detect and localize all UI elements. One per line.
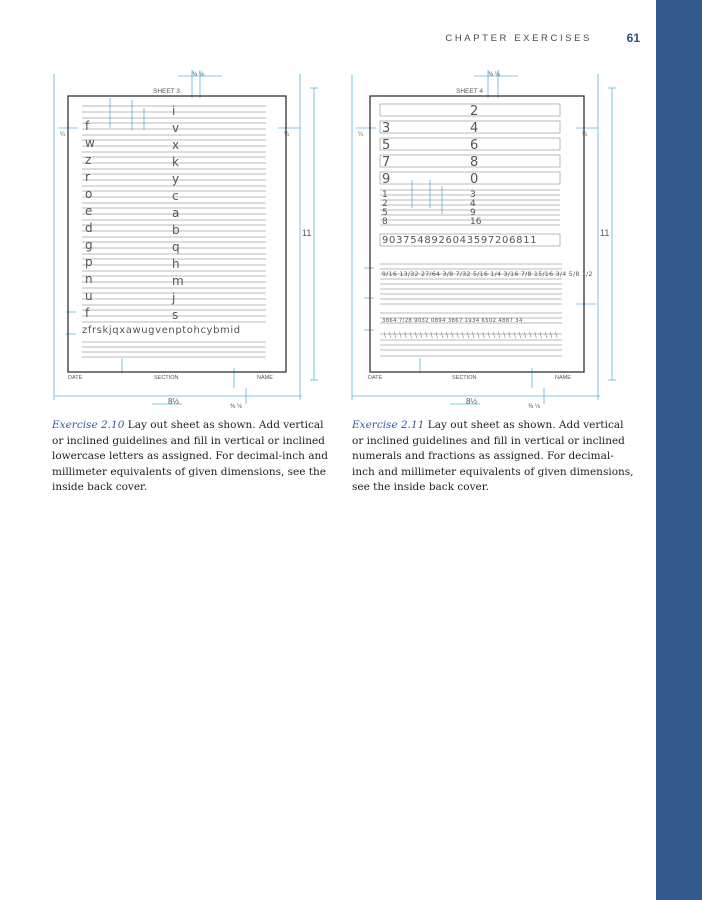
svg-text:DATE: DATE: [68, 375, 83, 381]
sheet4-label: SHEET 4: [456, 88, 483, 95]
exercise-2-10-figure: [52, 68, 342, 408]
tiny-fraction-stroke: [441, 332, 443, 338]
fraction-numeral: 1: [382, 190, 388, 200]
fraction-numeral: 16: [470, 217, 482, 227]
svg-text:¼: ¼: [582, 132, 588, 138]
tiny-fraction-stroke: [545, 332, 547, 338]
svg-text:8½: 8½: [466, 397, 478, 406]
fraction-numeral: 5: [382, 208, 388, 218]
left-letter: u: [85, 289, 93, 303]
caption-label: Exercise 2.10: [52, 419, 125, 431]
svg-text:DATE: DATE: [368, 375, 383, 381]
sheet4-title-strip: [368, 375, 571, 381]
tiny-fraction-stroke: [389, 332, 391, 338]
tiny-fraction-stroke: [415, 332, 417, 338]
tiny-fraction-stroke: [493, 332, 495, 338]
tiny-fraction-stroke: [504, 332, 506, 338]
right-letter: q: [172, 240, 180, 254]
right-letter: b: [172, 223, 180, 237]
left-letter: o: [85, 187, 93, 201]
caption-text: Lay out sheet as shown. Add vertical or inclined guidelines and fill in vertical or inclined numerals and fractions as assigned. For decimal-inch and millimeter equivalents of given dimensions, see the inside back cover.: [352, 419, 634, 493]
sheet3-label: SHEET 3: [153, 88, 180, 95]
tiny-fraction-stroke: [535, 332, 537, 338]
right-letter: s: [172, 308, 179, 322]
large-numeral: 0: [470, 172, 479, 187]
exercise-2-11-caption: [352, 418, 634, 496]
svg-text:11: 11: [600, 228, 610, 238]
svg-text:¼: ¼: [358, 132, 364, 138]
chapter-color-bar: [656, 0, 702, 900]
chapter-title: CHAPTER EXERCISES: [445, 33, 592, 44]
page-number: 61: [626, 31, 640, 45]
left-letter: z: [85, 153, 92, 167]
large-numeral: 2: [470, 104, 479, 119]
sheet3-dimension-labels: [60, 72, 311, 408]
svg-text:¼: ¼: [284, 132, 290, 138]
svg-text:¼: ¼: [60, 132, 66, 138]
left-letter: p: [85, 255, 93, 269]
large-numeral: 6: [470, 138, 479, 153]
tiny-fraction-stroke: [530, 332, 532, 338]
right-letter: v: [172, 121, 180, 135]
sheet3-left-letters: [85, 119, 95, 320]
tiny-fraction-stroke: [519, 332, 521, 338]
svg-text:SECTION: SECTION: [154, 375, 179, 381]
sheet3-right-letters: [171, 104, 184, 322]
tiny-fraction-stroke: [457, 332, 459, 338]
right-letter: i: [172, 104, 176, 118]
left-letter: e: [85, 204, 93, 218]
tiny-fraction-stroke: [410, 332, 412, 338]
tiny-fraction-stroke: [400, 332, 402, 338]
tiny-fraction-stroke: [405, 332, 407, 338]
exercise-2-10-caption: [52, 418, 334, 496]
sheet4-fraction-row: 9/16 13/32 27/64 3/8 7/32 5/16 1/4 3/16 7/8 15/16 3/4 5/8 1/2: [382, 271, 593, 278]
tiny-fraction-stroke: [446, 332, 448, 338]
left-letter: f: [85, 306, 90, 320]
large-numeral: 7: [382, 155, 391, 170]
right-letter: a: [172, 206, 180, 220]
sheet4-decimal-row: 3864 7/28 9032 0894 3867 1934 6502 4887 34: [382, 318, 523, 324]
tiny-fraction-stroke: [540, 332, 542, 338]
tiny-fraction-stroke: [550, 332, 552, 338]
fraction-numeral: 4: [470, 199, 476, 209]
svg-text:8½: 8½: [168, 397, 180, 406]
tiny-fraction-stroke: [436, 332, 438, 338]
tiny-fraction-stroke: [467, 332, 469, 338]
right-letter: c: [172, 189, 179, 203]
sheet4-fraction-numerals: [382, 190, 482, 227]
sheet4-digit-string: 9037548926043597206811: [382, 235, 538, 246]
caption-text: Lay out sheet as shown. Add vertical or inclined guidelines and fill in vertical or inclined lowercase letters as assigned. For decimal-inch and millimeter equivalents of given dimensions, see the inside back cover.: [52, 419, 328, 493]
large-numeral: 4: [470, 121, 479, 136]
large-numeral: 3: [382, 121, 391, 136]
running-header: [440, 33, 640, 49]
exercise-2-11-figure: [350, 68, 640, 408]
left-letter: r: [85, 170, 90, 184]
right-letter: j: [172, 291, 176, 305]
fraction-numeral: 2: [382, 199, 388, 209]
left-letter: d: [85, 221, 93, 235]
svg-text:11: 11: [302, 228, 312, 238]
tiny-fraction-stroke: [488, 332, 490, 338]
right-letter: x: [172, 138, 180, 152]
large-numeral: 8: [470, 155, 479, 170]
sheet4-large-numerals: [382, 104, 478, 187]
fraction-numeral: 8: [382, 217, 388, 227]
fraction-numeral: 9: [470, 208, 476, 218]
fraction-numeral: 3: [470, 190, 476, 200]
sheet3-title-strip: [68, 375, 273, 381]
right-letter: h: [172, 257, 180, 271]
svg-text:NAME: NAME: [555, 375, 571, 381]
svg-text:⅜ ⅛: ⅜ ⅛: [230, 404, 242, 408]
svg-text:NAME: NAME: [257, 375, 273, 381]
tiny-fraction-stroke: [478, 332, 480, 338]
svg-text:SECTION: SECTION: [452, 375, 477, 381]
large-numeral: 9: [382, 172, 391, 187]
left-letter: n: [85, 272, 93, 286]
right-letter: y: [172, 172, 180, 186]
tiny-fraction-stroke: [556, 332, 558, 338]
svg-text:⅜ ⅛: ⅜ ⅛: [488, 72, 500, 78]
tiny-fraction-stroke: [483, 332, 485, 338]
left-letter: w: [85, 136, 95, 150]
svg-text:⅜ ⅛: ⅜ ⅛: [192, 72, 204, 78]
svg-text:⅜ ⅛: ⅜ ⅛: [528, 404, 540, 408]
tiny-fraction-stroke: [524, 332, 526, 338]
tiny-fraction-stroke: [426, 332, 428, 338]
tiny-fraction-stroke: [420, 332, 422, 338]
sheet3-letter-string: zfrskjqxawugvenptohcybmid: [82, 325, 241, 336]
sheet4-tiny-fraction-row: [384, 332, 557, 338]
right-letter: m: [172, 274, 184, 288]
tiny-fraction-stroke: [498, 332, 500, 338]
right-letter: k: [172, 155, 179, 169]
left-letter: g: [85, 238, 93, 252]
tiny-fraction-stroke: [394, 332, 396, 338]
caption-label: Exercise 2.11: [352, 419, 425, 431]
tiny-fraction-stroke: [472, 332, 474, 338]
tiny-fraction-stroke: [514, 332, 516, 338]
tiny-fraction-stroke: [452, 332, 454, 338]
tiny-fraction-stroke: [431, 332, 433, 338]
tiny-fraction-stroke: [384, 332, 386, 338]
tiny-fraction-stroke: [462, 332, 464, 338]
left-letter: f: [85, 119, 90, 133]
large-numeral: 5: [382, 138, 391, 153]
tiny-fraction-stroke: [509, 332, 511, 338]
